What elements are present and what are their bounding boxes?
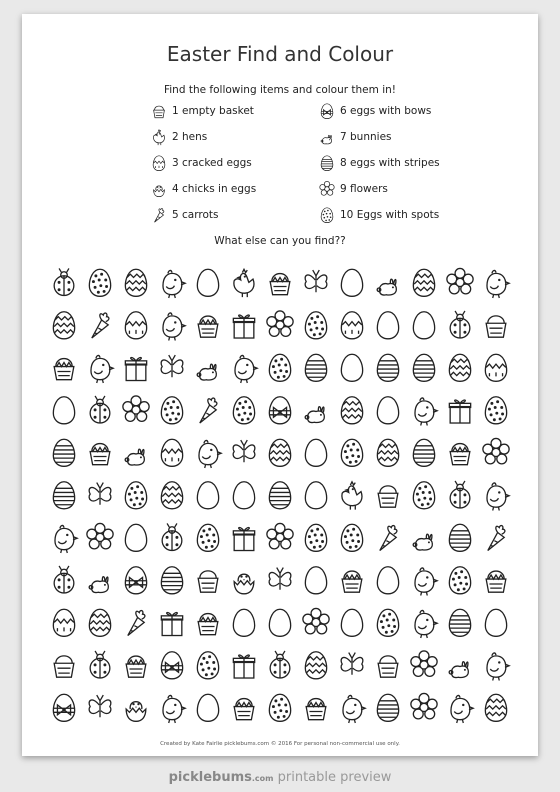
bowegg-icon (161, 652, 182, 679)
plain-icon (197, 269, 218, 296)
legend-item (150, 180, 256, 198)
basket-icon (150, 102, 168, 120)
ladybug-icon (90, 651, 110, 678)
spotted-icon (341, 439, 362, 466)
flower-icon (267, 311, 293, 336)
bowegg-icon (269, 397, 290, 424)
legend-item (150, 154, 252, 172)
bunny-icon (449, 662, 468, 678)
flower-icon (267, 523, 293, 548)
carrot-icon (92, 313, 109, 338)
ladybug-icon (54, 566, 74, 593)
plain-icon (233, 609, 254, 636)
chick-icon (163, 695, 185, 723)
chick-icon (487, 483, 509, 511)
prompt-text: What else can you find?? (214, 235, 346, 247)
butterfly-icon (305, 270, 327, 292)
flower-icon (87, 523, 113, 548)
basketfull-icon (270, 274, 290, 295)
spotted-icon (197, 652, 218, 679)
bow-egg-icon (318, 102, 336, 120)
carrot-icon (128, 611, 145, 636)
striped-icon (449, 524, 470, 551)
basket-icon (378, 656, 398, 677)
striped-icon (413, 354, 434, 381)
spotted-egg-icon (318, 206, 336, 224)
striped-icon (53, 482, 74, 509)
spotted-icon (269, 694, 290, 721)
legend-item (318, 180, 388, 198)
gift-icon (233, 655, 254, 678)
spotted-icon (269, 354, 290, 381)
chick-icon (163, 270, 185, 298)
bunny-icon (377, 279, 396, 295)
chickegg-icon (126, 702, 146, 722)
spotted-icon (161, 397, 182, 424)
ladybug-icon (162, 523, 182, 550)
spotted-icon (341, 524, 362, 551)
chick-icon (343, 695, 365, 723)
brand-footer (0, 770, 560, 785)
basket-icon (54, 656, 74, 677)
chick-icon (163, 313, 185, 341)
plain-icon (53, 397, 74, 424)
plain-icon (485, 609, 506, 636)
plain-icon (305, 439, 326, 466)
bowegg-icon (53, 694, 74, 721)
legend-label: 1 empty basket (172, 105, 254, 117)
chick-icon (235, 355, 257, 383)
worksheet-page (22, 14, 538, 756)
gift-icon (233, 315, 254, 338)
chick-in-egg-icon (150, 180, 168, 198)
plain-icon (341, 609, 362, 636)
spotted-icon (89, 269, 110, 296)
zigzag-icon (413, 269, 434, 296)
cracked-icon (125, 312, 146, 339)
bunny-icon (125, 449, 144, 465)
plain-icon (305, 567, 326, 594)
basketfull-icon (54, 359, 74, 380)
spotted-icon (413, 482, 434, 509)
gift-icon (449, 400, 470, 423)
basketfull-icon (198, 316, 218, 337)
bunny-icon (305, 407, 324, 423)
spotted-icon (449, 567, 470, 594)
basketfull-icon (90, 444, 110, 465)
basketfull-icon (306, 699, 326, 720)
cracked-icon (161, 439, 182, 466)
zigzag-icon (485, 694, 506, 721)
zigzag-icon (161, 482, 182, 509)
plain-icon (305, 482, 326, 509)
basketfull-icon (198, 614, 218, 635)
chick-icon (451, 695, 473, 723)
brand-tld: .com (251, 774, 274, 783)
plain-icon (197, 694, 218, 721)
legend-label: 6 eggs with bows (340, 105, 432, 117)
basketfull-icon (486, 571, 506, 592)
chick-icon (487, 270, 509, 298)
legend-item (150, 128, 207, 146)
striped-icon (377, 694, 398, 721)
hen-icon (150, 128, 168, 146)
legend-item (318, 206, 439, 224)
ladybug-icon (90, 396, 110, 423)
credit-line: Created by Kate Fairlie picklebums.com © 2016 For personal non-commercial use only. (160, 741, 400, 747)
zigzag-icon (89, 609, 110, 636)
basketfull-icon (126, 656, 146, 677)
striped-icon (413, 439, 434, 466)
gift-icon (233, 528, 254, 551)
bunny-icon (413, 534, 432, 550)
striped-egg-icon (318, 154, 336, 172)
flower-icon (303, 608, 329, 633)
carrot-icon (150, 206, 168, 224)
zigzag-icon (377, 439, 398, 466)
ladybug-icon (450, 311, 470, 338)
butterfly-icon (233, 440, 255, 462)
plain-icon (341, 354, 362, 381)
legend-item (318, 102, 431, 120)
butterfly-icon (269, 568, 291, 590)
legend-item (318, 154, 440, 172)
bunny-icon (89, 577, 108, 593)
legend-label: 5 carrots (172, 209, 219, 221)
brand-name: picklebums (168, 770, 252, 785)
striped-icon (269, 482, 290, 509)
bowegg-icon (125, 567, 146, 594)
legend-label: 9 flowers (340, 183, 388, 195)
spotted-icon (197, 524, 218, 551)
plain-icon (377, 312, 398, 339)
instructions: Find the following items and colour them in! (163, 84, 396, 96)
butterfly-icon (161, 355, 183, 377)
butterfly-icon (89, 695, 111, 717)
page-title: Easter Find and Colour (166, 42, 394, 66)
cracked-egg-icon (150, 154, 168, 172)
legend-label: 3 cracked eggs (172, 157, 252, 169)
basket-icon (198, 571, 218, 592)
flower-icon (411, 651, 437, 676)
chickegg-icon (234, 574, 254, 594)
spotted-icon (305, 524, 326, 551)
plain-icon (377, 567, 398, 594)
spotted-icon (485, 397, 506, 424)
cracked-icon (485, 354, 506, 381)
ladybug-icon (54, 268, 74, 295)
flower-icon (483, 438, 509, 463)
zigzag-icon (449, 354, 470, 381)
ladybug-icon (270, 651, 290, 678)
legend-item (150, 206, 218, 224)
striped-icon (377, 354, 398, 381)
carrot-icon (380, 526, 397, 551)
flower-icon (411, 693, 437, 718)
basket-icon (486, 316, 506, 337)
gift-icon (161, 613, 182, 636)
zigzag-icon (305, 652, 326, 679)
basketfull-icon (234, 699, 254, 720)
zigzag-icon (53, 312, 74, 339)
plain-icon (197, 482, 218, 509)
flower-icon (318, 180, 336, 198)
gift-icon (125, 358, 146, 381)
plain-icon (269, 609, 290, 636)
zigzag-icon (269, 439, 290, 466)
cracked-icon (341, 312, 362, 339)
hen-icon (234, 269, 254, 297)
basketfull-icon (342, 571, 362, 592)
striped-icon (305, 354, 326, 381)
chick-icon (415, 610, 437, 638)
plain-icon (125, 524, 146, 551)
chick-icon (199, 440, 221, 468)
basket-icon (378, 486, 398, 507)
ladybug-icon (450, 481, 470, 508)
butterfly-icon (89, 483, 111, 505)
butterfly-icon (341, 653, 363, 675)
zigzag-icon (341, 397, 362, 424)
flower-icon (123, 396, 149, 421)
zigzag-icon (125, 269, 146, 296)
chick-icon (415, 568, 437, 596)
spotted-icon (125, 482, 146, 509)
plain-icon (233, 482, 254, 509)
chick-icon (91, 355, 113, 383)
plain-icon (341, 269, 362, 296)
striped-icon (449, 609, 470, 636)
plain-icon (413, 312, 434, 339)
carrot-icon (488, 526, 505, 551)
icon-grid (46, 264, 514, 734)
striped-icon (53, 439, 74, 466)
chick-icon (415, 398, 437, 426)
bunny-icon (318, 128, 336, 146)
basketfull-icon (450, 444, 470, 465)
legend-label: 2 hens (172, 131, 208, 143)
spotted-icon (305, 312, 326, 339)
chick-icon (55, 525, 77, 553)
legend-item (318, 128, 392, 146)
legend-label: 10 Eggs with spots (340, 209, 440, 221)
bunny-icon (197, 364, 216, 380)
cracked-icon (53, 609, 74, 636)
striped-icon (161, 567, 182, 594)
legend-item (150, 102, 254, 120)
legend-label: 4 chicks in eggs (172, 183, 257, 195)
brand-suffix: printable preview (277, 770, 392, 785)
carrot-icon (200, 398, 217, 423)
plain-icon (377, 397, 398, 424)
chick-icon (487, 653, 509, 681)
hen-icon (342, 482, 362, 510)
legend-label: 8 eggs with stripes (340, 157, 440, 169)
flower-icon (447, 268, 473, 293)
spotted-icon (233, 397, 254, 424)
spotted-icon (377, 609, 398, 636)
legend-label: 7 bunnies (340, 131, 392, 143)
